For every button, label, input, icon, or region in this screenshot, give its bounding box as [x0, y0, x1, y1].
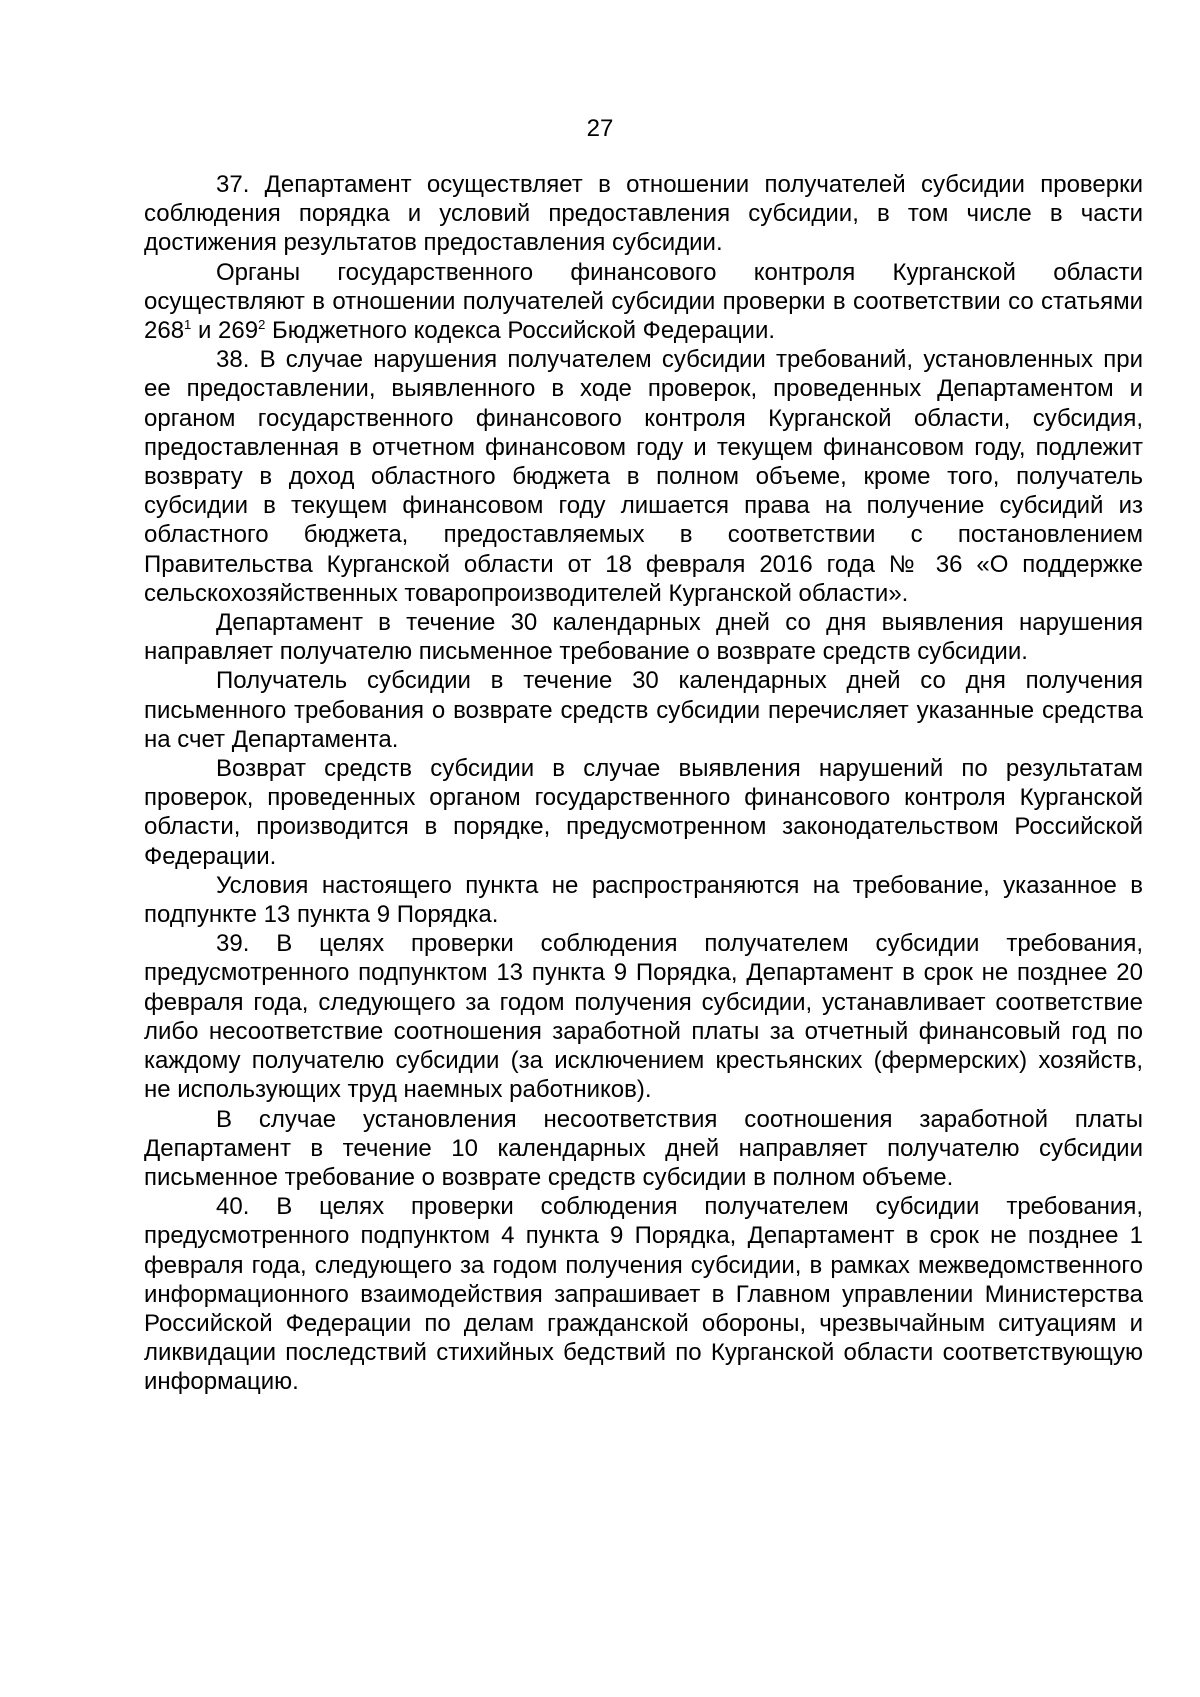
paragraph-38-exception: Условия настоящего пункта не распространяются на требование, указанное в подпункте 13 пункта 9 Порядка.: [144, 871, 1143, 929]
paragraph-text-part: Бюджетного кодекса Российской Федерации.: [265, 317, 776, 345]
superscript-1: 1: [184, 317, 192, 333]
paragraph-text-part: и 269: [191, 317, 259, 345]
paragraph-37-control-bodies: [144, 258, 1143, 346]
paragraph-38: 38. В случае нарушения получателем субсидии требований, установленных при ее предоставлении, выявленного в ходе проверок, проведенных Департаментом и органом государственного финансового контроля Курганской области, субсидия, предоставленная в отчетном финансовом году и текущем финансовом году, подлежит возврату в доход областного бюджета в полном объеме, кроме того, получатель субсидии в текущем финансовом году лишается права на получение субсидий из областного бюджета, предоставляемых в соответствии с постановлением Правительства Курганской области от 18 февраля 2016 года № 36 «О поддержке сельскохозяйственных товаропроизводителей Курганской области».: [144, 346, 1143, 607]
paragraph-37: 37. Департамент осуществляет в отношении получателей субсидии проверки соблюдения порядка и условий предоставления субсидии, в том числе в части достижения результатов предоставления субсидии.: [144, 171, 1143, 257]
paragraph-39-mismatch: В случае установления несоответствия соотношения заработной платы Департамент в течение 10 календарных дней направляет получателю субсидии письменное требование о возврате средств субсидии в полном объеме.: [144, 1105, 1143, 1191]
paragraph-38-refund: Получатель субсидии в течение 30 календарных дней со дня получения письменного требования о возврате средств субсидии перечисляет указанные средства на счет Департамента.: [144, 667, 1143, 753]
paragraph-39: 39. В целях проверки соблюдения получателем субсидии требования, предусмотренного подпунктом 13 пункта 9 Порядка, Департамент в срок не позднее 20 февраля года, следующего за годом получения субсидии, устанавливает соответствие либо несоответствие соотношения заработной платы за отчетный финансовый год по каждому получателю субсидии (за исключением крестьянских (фермерских) хозяйств, не использующих труд наемных работников).: [144, 930, 1143, 1104]
paragraph-text-part: Органы государственного финансового контроля Курганской области осуществляют в отношении получателей субсидии проверки в соответствии со статьями 268: [144, 258, 1143, 345]
document-body: [144, 170, 1143, 1397]
paragraph-38-return-procedure: Возврат средств субсидии в случае выявления нарушений по результатам проверок, проведенных органом государственного финансового контроля Курганской области, производится в порядке, предусмотренном законодательством Российской Федерации.: [144, 755, 1143, 870]
paragraph-38-notice: Департамент в течение 30 календарных дней со дня выявления нарушения направляет получателю письменное требование о возврате средств субсидии.: [144, 609, 1143, 666]
superscript-2: 2: [258, 317, 266, 333]
page-number: 27: [586, 115, 614, 142]
paragraph-40: 40. В целях проверки соблюдения получателем субсидии требования, предусмотренного подпунктом 4 пункта 9 Порядка, Департамент в срок не позднее 1 февраля года, следующего за годом получения субсидии, в рамках межведомственного информационного взаимодействия запрашивает в Главном управлении Министерства Российской Федерации по делам гражданской обороны, чрезвычайным ситуациям и ликвидации последствий стихийных бедствий по Курганской области соответствующую информацию.: [144, 1193, 1143, 1396]
